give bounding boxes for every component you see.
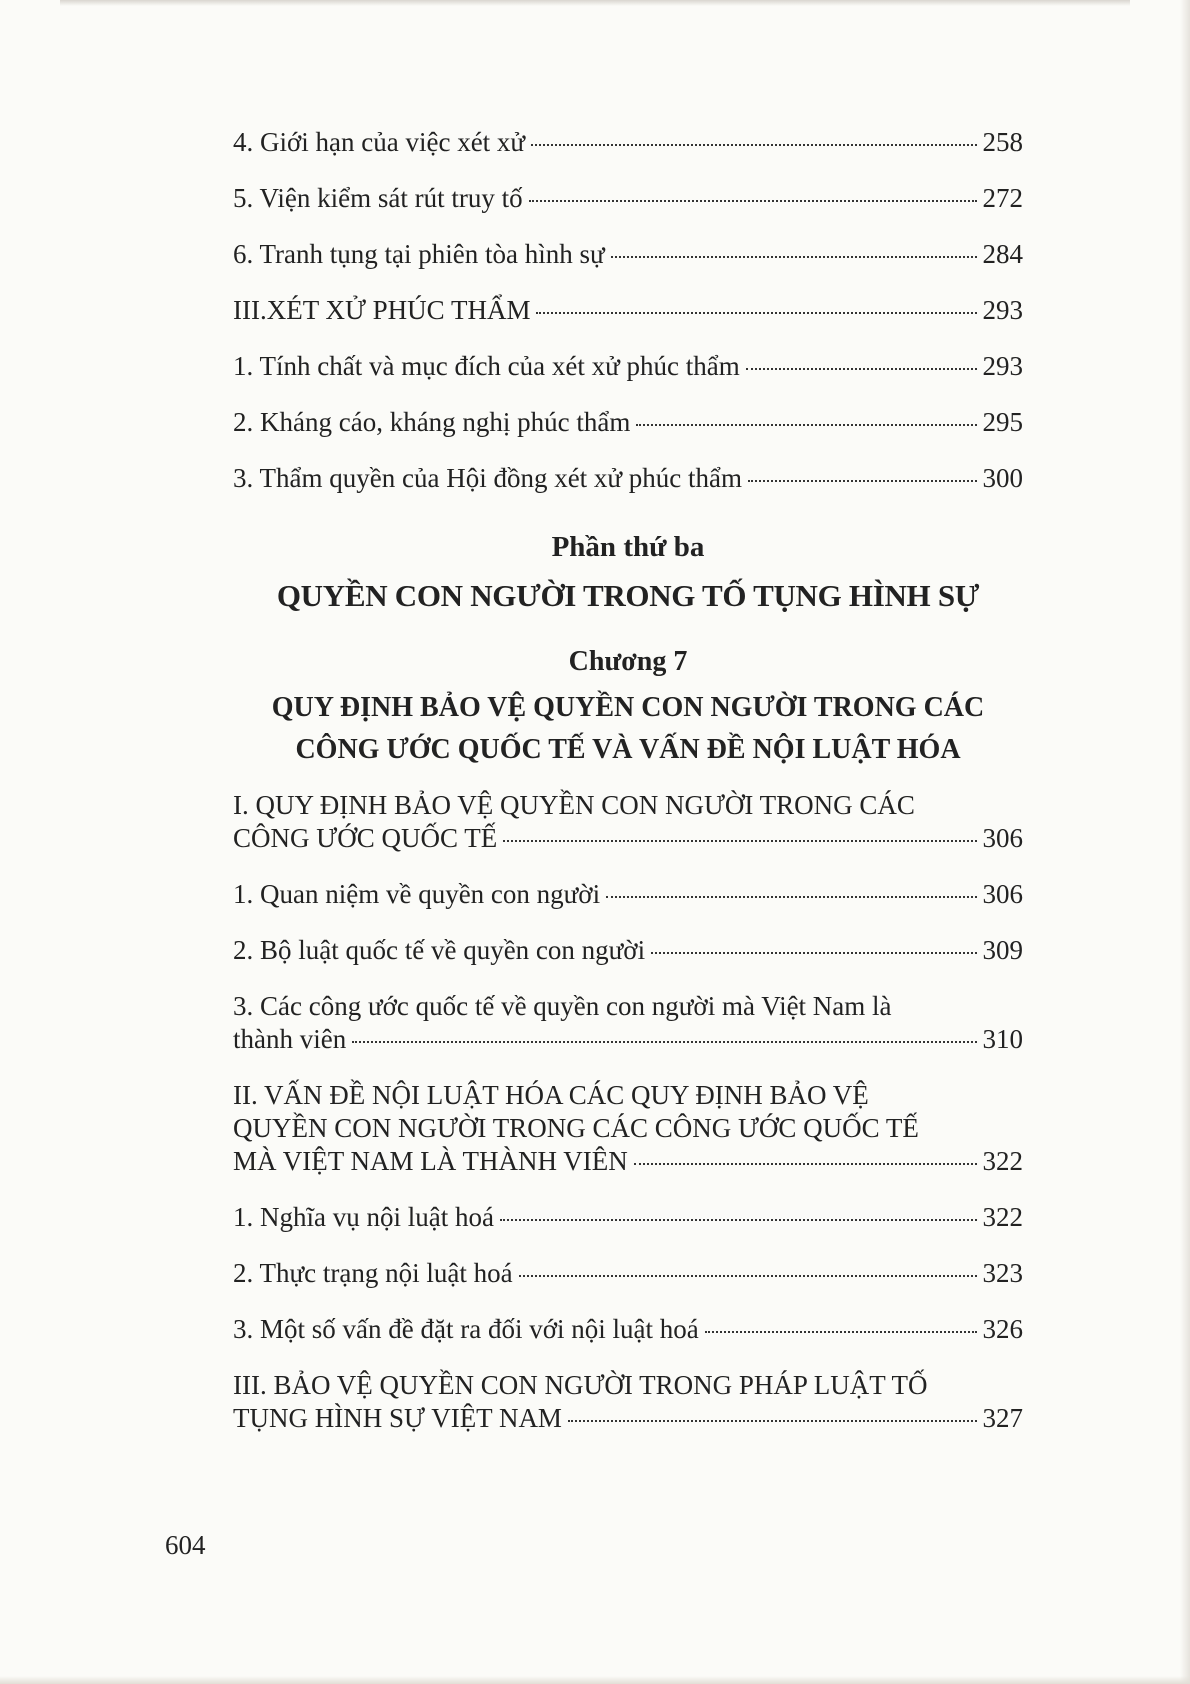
toc-entry-title: TỤNG HÌNH SỰ VIỆT NAM bbox=[233, 1403, 562, 1433]
dot-leader bbox=[529, 200, 977, 202]
toc-entry-final-line bbox=[233, 238, 1023, 271]
toc-entry-line: II. VẤN ĐỀ NỘI LUẬT HÓA CÁC QUY ĐỊNH BẢO VỆ bbox=[233, 1080, 869, 1110]
dot-leader bbox=[519, 1275, 977, 1277]
toc-entry-page-number: 300 bbox=[982, 463, 1023, 493]
toc-entry-final-line bbox=[233, 126, 1023, 159]
toc-entry-page-number: 306 bbox=[982, 823, 1023, 853]
toc-entry bbox=[233, 1079, 1023, 1178]
toc-entry-final-line bbox=[233, 1201, 1023, 1234]
toc-entry-final-line bbox=[233, 1023, 1023, 1056]
toc-entry-page-number: 323 bbox=[982, 1258, 1023, 1288]
toc-entry-page-number: 293 bbox=[982, 351, 1023, 381]
toc-entry-final-line bbox=[233, 822, 1023, 855]
toc-entry-line: I. QUY ĐỊNH BẢO VỆ QUYỀN CON NGƯỜI TRONG CÁC bbox=[233, 790, 915, 820]
toc-entry bbox=[233, 182, 1023, 215]
toc-entry-final-line bbox=[233, 1313, 1023, 1346]
chapter-heading-line-2: CÔNG ƯỚC QUỐC TẾ VÀ VẤN ĐỀ NỘI LUẬT HÓA bbox=[295, 734, 961, 765]
dot-leader bbox=[352, 1041, 976, 1043]
toc-entry bbox=[233, 789, 1023, 855]
toc-entry-title: 1. Tính chất và mục đích của xét xử phúc thẩm bbox=[233, 351, 740, 381]
toc-entry bbox=[233, 1257, 1023, 1290]
toc-entry bbox=[233, 126, 1023, 159]
toc-entry-page-number: 327 bbox=[982, 1403, 1023, 1433]
toc-entry-title: CÔNG ƯỚC QUỐC TẾ bbox=[233, 823, 498, 853]
toc-entry-page-number: 309 bbox=[982, 935, 1023, 965]
toc-entry-title: 2. Bộ luật quốc tế về quyền con người bbox=[233, 935, 646, 965]
toc-entry-page-number: 326 bbox=[982, 1314, 1023, 1344]
toc-entry-title: 4. Giới hạn của việc xét xử bbox=[233, 127, 526, 157]
toc-entry bbox=[233, 294, 1023, 327]
toc-entry-page-number: 284 bbox=[982, 239, 1023, 269]
chapter-heading bbox=[233, 687, 1023, 771]
toc-entry-title: 2. Kháng cáo, kháng nghị phúc thẩm bbox=[233, 407, 631, 437]
toc-entry-final-line bbox=[233, 934, 1023, 967]
chapter-heading-block bbox=[233, 645, 1023, 771]
dot-leader bbox=[531, 144, 976, 146]
toc-entry bbox=[233, 462, 1023, 495]
toc-entry-title: MÀ VIỆT NAM LÀ THÀNH VIÊN bbox=[233, 1146, 628, 1176]
dot-leader bbox=[606, 896, 976, 898]
scan-edge-bottom bbox=[0, 1676, 1190, 1684]
part-heading: QUYỀN CON NGƯỜI TRONG TỐ TỤNG HÌNH SỰ bbox=[276, 578, 980, 613]
toc-entry-page-number: 322 bbox=[982, 1146, 1023, 1176]
dot-leader bbox=[634, 1163, 977, 1165]
book-page bbox=[233, 126, 1023, 1458]
toc-entry-title: 1. Nghĩa vụ nội luật hoá bbox=[233, 1202, 494, 1232]
dot-leader bbox=[746, 368, 977, 370]
chapter-heading-line-1: QUY ĐỊNH BẢO VỆ QUYỀN CON NGƯỜI TRONG CÁC bbox=[271, 692, 985, 723]
dot-leader bbox=[536, 312, 976, 314]
page-number: 604 bbox=[165, 1530, 206, 1560]
toc-entry-final-line bbox=[233, 406, 1023, 439]
dot-leader bbox=[500, 1219, 977, 1221]
dot-leader bbox=[611, 256, 977, 258]
toc-entry-page-number: 310 bbox=[982, 1024, 1023, 1054]
toc-entry-page-number: 258 bbox=[982, 127, 1023, 157]
toc-entry bbox=[233, 878, 1023, 911]
toc-entry bbox=[233, 1313, 1023, 1346]
part-heading-block bbox=[233, 529, 1023, 617]
toc-entry-page-number: 272 bbox=[982, 183, 1023, 213]
toc-entry-title: 2. Thực trạng nội luật hoá bbox=[233, 1258, 513, 1288]
toc-entry-title: thành viên bbox=[233, 1024, 347, 1054]
toc-entry-title: 6. Tranh tụng tại phiên tòa hình sự bbox=[233, 239, 605, 269]
scan-edge-right bbox=[1180, 0, 1190, 1684]
toc-entry-final-line bbox=[233, 462, 1023, 495]
toc-entry-title: III.XÉT XỬ PHÚC THẨM bbox=[233, 295, 531, 325]
dot-leader bbox=[568, 1420, 977, 1422]
toc-entry bbox=[233, 350, 1023, 383]
toc-entry-page-number: 306 bbox=[982, 879, 1023, 909]
toc-entry-final-line bbox=[233, 878, 1023, 911]
toc-entry bbox=[233, 238, 1023, 271]
toc-entry-line: 3. Các công ước quốc tế về quyền con người mà Việt Nam là bbox=[233, 991, 892, 1021]
dot-leader bbox=[651, 952, 976, 954]
toc-entry-final-line bbox=[233, 294, 1023, 327]
toc-list-after bbox=[233, 789, 1023, 1435]
toc-entry bbox=[233, 1369, 1023, 1435]
toc-entry-final-line bbox=[233, 1402, 1023, 1435]
toc-entry-line: QUYỀN CON NGƯỜI TRONG CÁC CÔNG ƯỚC QUỐC TẾ bbox=[233, 1113, 919, 1143]
dot-leader bbox=[748, 480, 976, 482]
dot-leader bbox=[636, 424, 976, 426]
toc-entry-page-number: 293 bbox=[982, 295, 1023, 325]
toc-entry-final-line bbox=[233, 1257, 1023, 1290]
toc-entry-title: 5. Viện kiểm sát rút truy tố bbox=[233, 183, 523, 213]
toc-entry-page-number: 295 bbox=[982, 407, 1023, 437]
dot-leader bbox=[503, 840, 976, 842]
toc-entry bbox=[233, 990, 1023, 1056]
toc-entry-final-line bbox=[233, 1145, 1023, 1178]
toc-entry bbox=[233, 1201, 1023, 1234]
dot-leader bbox=[705, 1331, 977, 1333]
part-title: Phần thứ ba bbox=[551, 531, 705, 563]
toc-entry bbox=[233, 934, 1023, 967]
toc-entry-title: 3. Thẩm quyền của Hội đồng xét xử phúc thẩm bbox=[233, 463, 743, 493]
toc-entry bbox=[233, 406, 1023, 439]
toc-list-before bbox=[233, 126, 1023, 495]
toc-entry-page-number: 322 bbox=[982, 1202, 1023, 1232]
chapter-label: Chương 7 bbox=[568, 646, 688, 677]
toc-entry-final-line bbox=[233, 350, 1023, 383]
scan-edge-top bbox=[60, 0, 1130, 6]
toc-entry-title: 3. Một số vấn đề đặt ra đối với nội luật hoá bbox=[233, 1314, 699, 1344]
toc-entry-title: 1. Quan niệm về quyền con người bbox=[233, 879, 601, 909]
toc-entry-line: III. BẢO VỆ QUYỀN CON NGƯỜI TRONG PHÁP LUẬT TỐ bbox=[233, 1370, 928, 1400]
toc-entry-final-line bbox=[233, 182, 1023, 215]
